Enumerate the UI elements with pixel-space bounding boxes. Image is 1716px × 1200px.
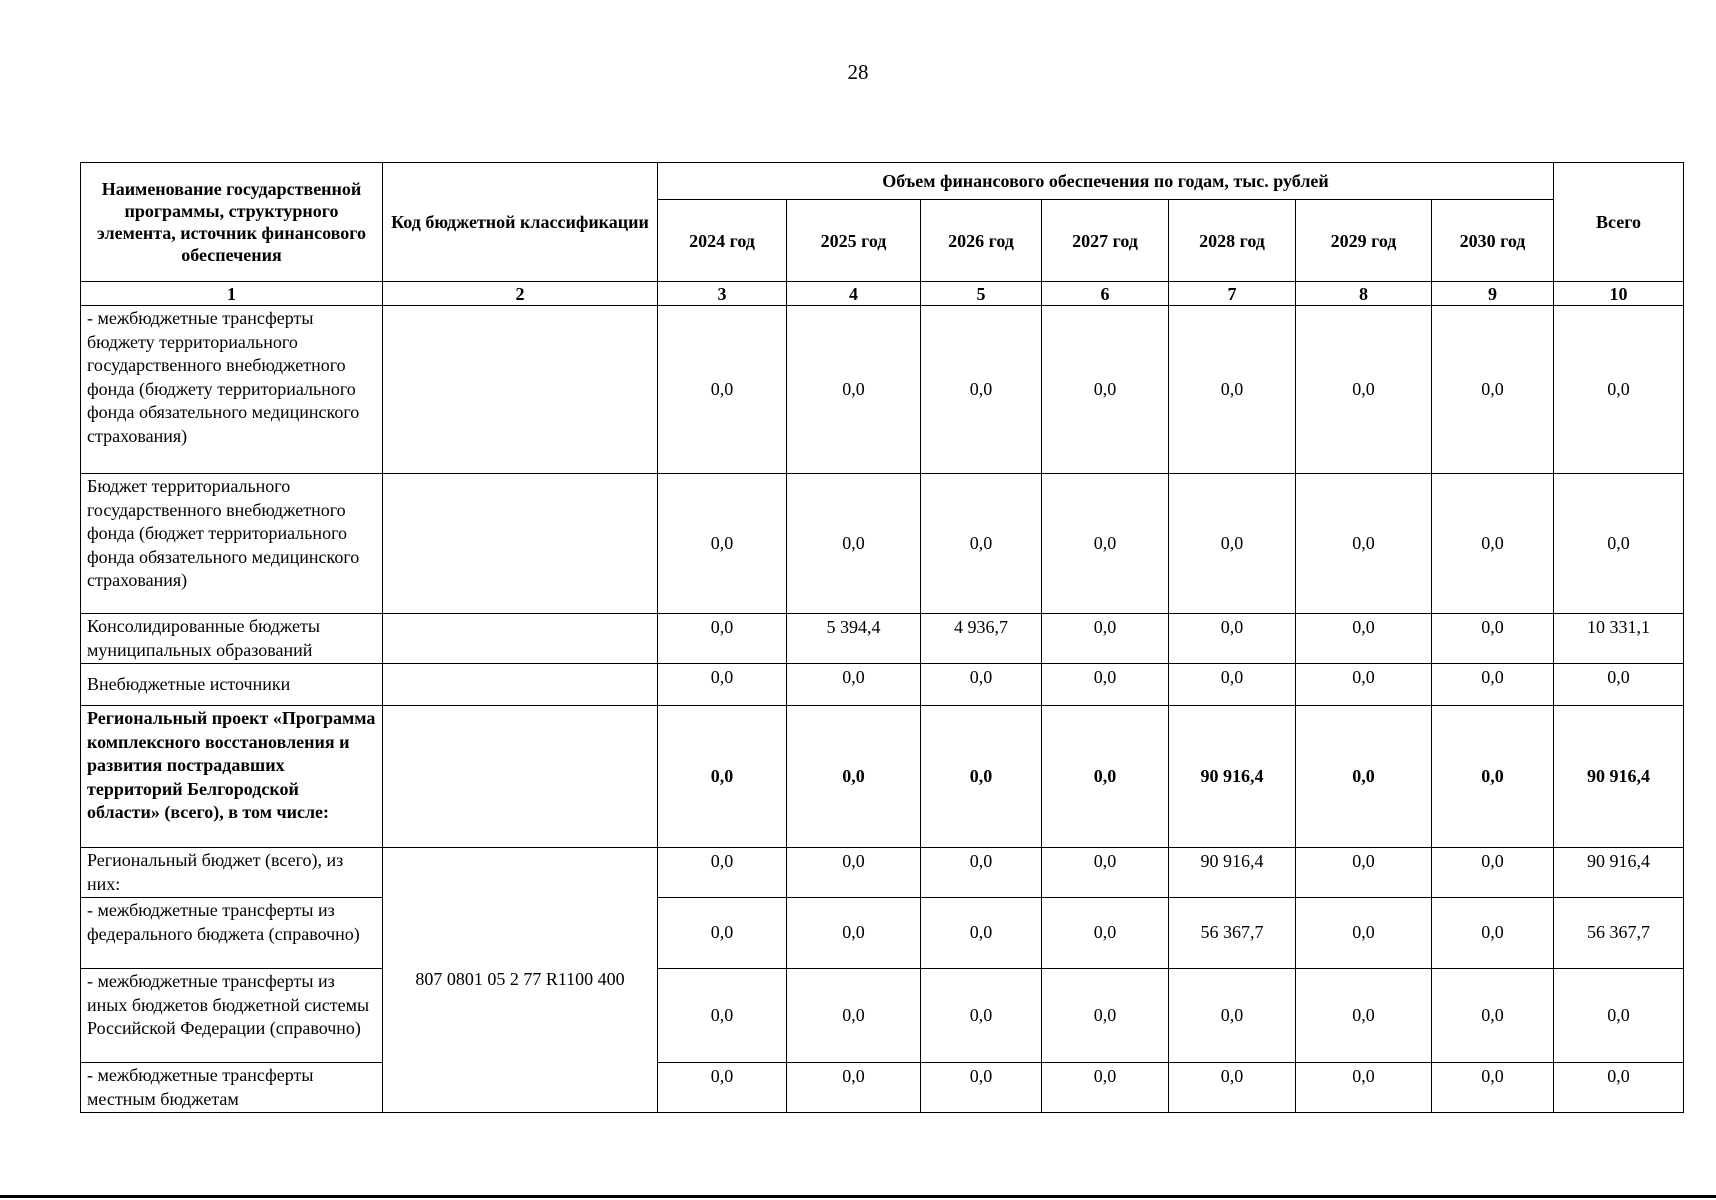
cell-value: 0,0: [658, 848, 787, 898]
header-year: 2030 год: [1432, 200, 1554, 282]
cell-value: 0,0: [1296, 706, 1432, 848]
row-code: [383, 706, 658, 848]
table-row: [81, 969, 1684, 1063]
table-row: [81, 848, 1684, 898]
cell-value: 0,0: [658, 474, 787, 614]
cell-value: 0,0: [921, 474, 1042, 614]
row-name: - межбюджетные трансферты бюджету территориального государственного внебюджетного фонда (бюджету территориального фонда обязательного медицинского страхования): [81, 306, 383, 474]
cell-value: 0,0: [921, 1063, 1042, 1113]
column-number: 8: [1296, 282, 1432, 306]
row-code: [383, 664, 658, 706]
header-total: Всего: [1554, 163, 1684, 282]
cell-value: 0,0: [658, 306, 787, 474]
cell-value: 90 916,4: [1169, 848, 1296, 898]
cell-value: 0,0: [1432, 969, 1554, 1063]
cell-value: 0,0: [787, 1063, 921, 1113]
column-number: 9: [1432, 282, 1554, 306]
cell-value: 0,0: [921, 706, 1042, 848]
table-row: [81, 614, 1684, 664]
cell-value: 0,0: [1169, 1063, 1296, 1113]
row-code: [383, 474, 658, 614]
row-name: Бюджет территориального государственного внебюджетного фонда (бюджет территориального фонда обязательного медицинского страхования): [81, 474, 383, 614]
column-number: 7: [1169, 282, 1296, 306]
cell-value: 0,0: [787, 664, 921, 706]
cell-value: 0,0: [787, 474, 921, 614]
header-year: 2026 год: [921, 200, 1042, 282]
cell-value: 0,0: [658, 664, 787, 706]
cell-value: 56 367,7: [1169, 898, 1296, 969]
row-name: - межбюджетные трансферты местным бюджетам: [81, 1063, 383, 1113]
cell-value: 0,0: [1296, 614, 1432, 664]
cell-value: 0,0: [1432, 898, 1554, 969]
cell-value: 0,0: [1432, 664, 1554, 706]
cell-value: 0,0: [1042, 898, 1169, 969]
cell-value: 0,0: [1042, 306, 1169, 474]
cell-value: 5 394,4: [787, 614, 921, 664]
cell-value: 0,0: [1296, 848, 1432, 898]
cell-value: 0,0: [1432, 1063, 1554, 1113]
row-name: Внебюджетные источники: [81, 664, 383, 706]
cell-value: 0,0: [1169, 614, 1296, 664]
column-number: 1: [81, 282, 383, 306]
column-number: 4: [787, 282, 921, 306]
row-name: - межбюджетные трансферты из иных бюджетов бюджетной системы Российской Федерации (справочно): [81, 969, 383, 1063]
cell-value: 0,0: [1042, 969, 1169, 1063]
cell-value: 0,0: [921, 969, 1042, 1063]
column-number: 3: [658, 282, 787, 306]
cell-value: 0,0: [1042, 614, 1169, 664]
bottom-scan-edge: [0, 1195, 1716, 1198]
cell-value: 0,0: [1169, 664, 1296, 706]
header-code: Код бюджетной классификации: [383, 163, 658, 282]
cell-total: 0,0: [1554, 664, 1684, 706]
cell-value: 0,0: [658, 898, 787, 969]
cell-value: 0,0: [1042, 664, 1169, 706]
cell-value: 0,0: [658, 614, 787, 664]
row-code: [383, 614, 658, 664]
table-row: [81, 306, 1684, 474]
financing-table: [80, 162, 1684, 1113]
cell-total: 10 331,1: [1554, 614, 1684, 664]
column-number: 6: [1042, 282, 1169, 306]
column-number: 2: [383, 282, 658, 306]
cell-value: 0,0: [1296, 898, 1432, 969]
cell-value: 0,0: [1296, 474, 1432, 614]
column-number: 5: [921, 282, 1042, 306]
cell-value: 0,0: [1042, 474, 1169, 614]
cell-value: 0,0: [1169, 306, 1296, 474]
cell-value: 0,0: [1432, 706, 1554, 848]
cell-value: 0,0: [921, 664, 1042, 706]
cell-value: 0,0: [1169, 474, 1296, 614]
cell-value: 0,0: [921, 306, 1042, 474]
header-year: 2029 год: [1296, 200, 1432, 282]
cell-value: 0,0: [787, 848, 921, 898]
cell-total: 90 916,4: [1554, 848, 1684, 898]
cell-total: 0,0: [1554, 969, 1684, 1063]
cell-value: 0,0: [1432, 614, 1554, 664]
cell-total: 0,0: [1554, 1063, 1684, 1113]
cell-value: 0,0: [1432, 848, 1554, 898]
cell-value: 0,0: [921, 848, 1042, 898]
cell-value: 0,0: [658, 1063, 787, 1113]
cell-value: 0,0: [658, 969, 787, 1063]
header-volume: Объем финансового обеспечения по годам, тыс. рублей: [658, 163, 1554, 200]
cell-value: 0,0: [787, 306, 921, 474]
cell-value: 0,0: [1296, 664, 1432, 706]
cell-total: 90 916,4: [1554, 706, 1684, 848]
cell-value: 0,0: [1296, 969, 1432, 1063]
cell-value: 4 936,7: [921, 614, 1042, 664]
cell-value: 0,0: [1042, 848, 1169, 898]
column-number: 10: [1554, 282, 1684, 306]
cell-value: 0,0: [1042, 1063, 1169, 1113]
cell-total: 56 367,7: [1554, 898, 1684, 969]
cell-value: 0,0: [1432, 306, 1554, 474]
cell-value: 0,0: [1296, 1063, 1432, 1113]
header-name: Наименование государственной программы, структурного элемента, источник финансового обеспечения: [81, 163, 383, 282]
cell-value: 0,0: [787, 969, 921, 1063]
cell-total: 0,0: [1554, 474, 1684, 614]
table-row: [81, 898, 1684, 969]
cell-value: 0,0: [1296, 306, 1432, 474]
table-row-project: [81, 706, 1684, 848]
cell-value: 0,0: [1432, 474, 1554, 614]
cell-total: 0,0: [1554, 306, 1684, 474]
cell-value: 0,0: [1169, 969, 1296, 1063]
header-year: 2025 год: [787, 200, 921, 282]
row-name: Консолидированные бюджеты муниципальных образований: [81, 614, 383, 664]
row-code: 807 0801 05 2 77 R1100 400: [383, 848, 658, 1113]
table-row: [81, 474, 1684, 614]
header-year: 2024 год: [658, 200, 787, 282]
table-row: [81, 664, 1684, 706]
header-row-1: [81, 163, 1684, 200]
column-numbers-row: [81, 282, 1684, 306]
page-number: 28: [847, 60, 869, 84]
row-name: - межбюджетные трансферты из федерального бюджета (справочно): [81, 898, 383, 969]
row-name: Региональный проект «Программа комплексного восстановления и развития пострадавших территорий Белгородской области» (всего), в том числе:: [81, 706, 383, 848]
row-name: Региональный бюджет (всего), из них:: [81, 848, 383, 898]
header-year: 2027 год: [1042, 200, 1169, 282]
header-year: 2028 год: [1169, 200, 1296, 282]
cell-value: 90 916,4: [1169, 706, 1296, 848]
cell-value: 0,0: [787, 898, 921, 969]
cell-value: 0,0: [787, 706, 921, 848]
cell-value: 0,0: [658, 706, 787, 848]
row-code: [383, 306, 658, 474]
cell-value: 0,0: [921, 898, 1042, 969]
table-row: [81, 1063, 1684, 1113]
cell-value: 0,0: [1042, 706, 1169, 848]
